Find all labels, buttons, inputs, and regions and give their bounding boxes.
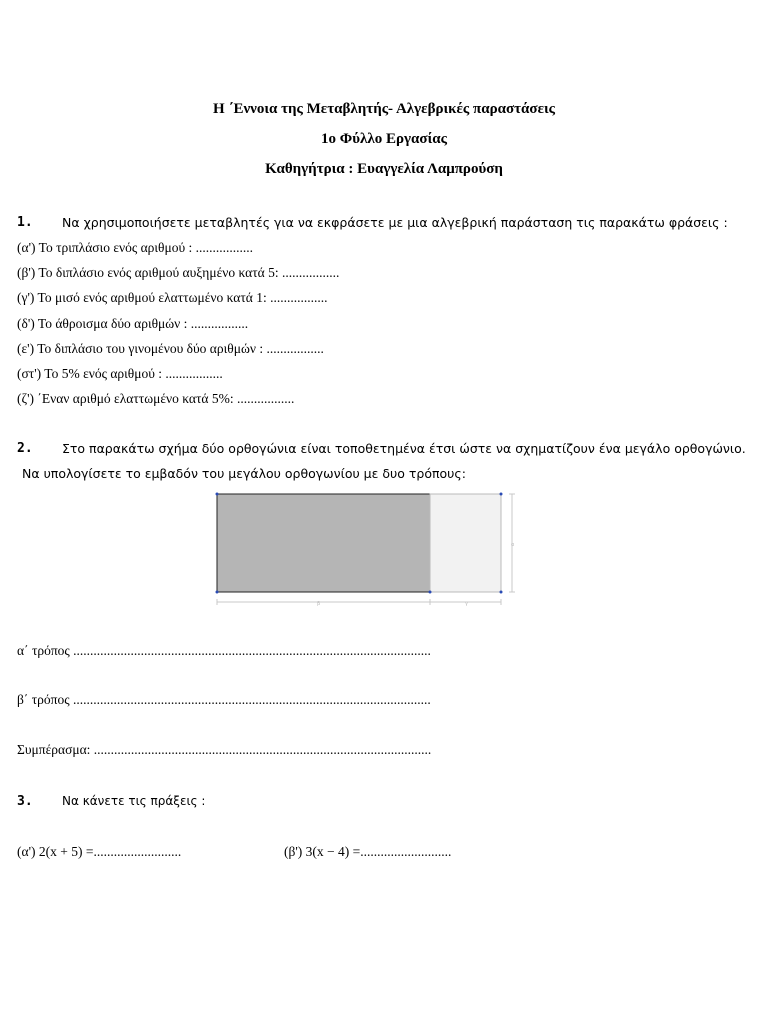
exercise-item: (ε') Το διπλάσιο του γινομένου δύο αριθμών : ................. <box>17 341 324 356</box>
answer-way-a: α΄ τρόπος .......................................................................................................... <box>17 643 431 658</box>
exercise-item: (γ') Το μισό ενός αριθμού ελαττωμένο κατά 1: ................. <box>17 290 328 305</box>
exercise-number: 3. <box>17 794 33 809</box>
label-alpha: α <box>511 542 515 548</box>
exercise-item: (ζ') ΄Εναν αριθμό ελαττωμένο κατά 5%: ................. <box>17 391 295 406</box>
operation-a: (α') 2(x + 5) =.......................... <box>17 844 182 859</box>
label-gamma: γ <box>465 601 468 607</box>
worksheet-subtitle: 1ο Φύλλο Εργασίας <box>321 131 447 147</box>
exercise-item: (στ') Το 5% ενός αριθμού : ................. <box>17 366 223 381</box>
small-rectangle <box>430 494 501 592</box>
label-beta: β <box>317 601 321 607</box>
operation-b: (β') 3(x − 4) =........................... <box>284 844 452 859</box>
exercise-number: 2. <box>17 441 33 456</box>
rectangles-figure <box>205 487 520 611</box>
teacher-name: Καθηγήτρια : Ευαγγελία Λαμπρούση <box>265 161 503 177</box>
exercise-instruction: Να κάνετε τις πράξεις : <box>62 794 206 808</box>
exercise-instruction-2: Να υπολογίσετε το εμβαδόν του μεγάλου ορθογωνίου με δυο τρόπους: <box>22 466 466 481</box>
large-rectangle <box>217 494 430 592</box>
answer-way-b: β΄ τρόπος .......................................................................................................... <box>17 692 431 707</box>
answer-conclusion: Συμπέρασμα: .................................................................................................... <box>17 742 432 757</box>
exercise-item: (δ') Το άθροισμα δύο αριθμών : ................. <box>17 316 249 331</box>
exercise-number: 1. <box>17 215 33 230</box>
exercise-instruction: Στο παρακάτω σχήμα δύο ορθογώνια είναι τοποθετημένα έτσι ώστε να σχηματίζουν ένα μεγάλο ορθογώνιο. <box>62 441 746 456</box>
exercise-item: (β') Το διπλάσιο ενός αριθμού αυξημένο κατά 5: ................. <box>17 265 340 280</box>
exercise-instruction: Να χρησιμοποιήσετε μεταβλητές για να εκφράσετε με μια αλγεβρική παράσταση τις παρακάτω φράσεις : <box>62 215 728 230</box>
exercise-item: (α') Το τριπλάσιο ενός αριθμού : ................. <box>17 240 254 255</box>
page-title: Η ΄Εννοια της Μεταβλητής- Αλγεβρικές παραστάσεις <box>213 101 555 117</box>
